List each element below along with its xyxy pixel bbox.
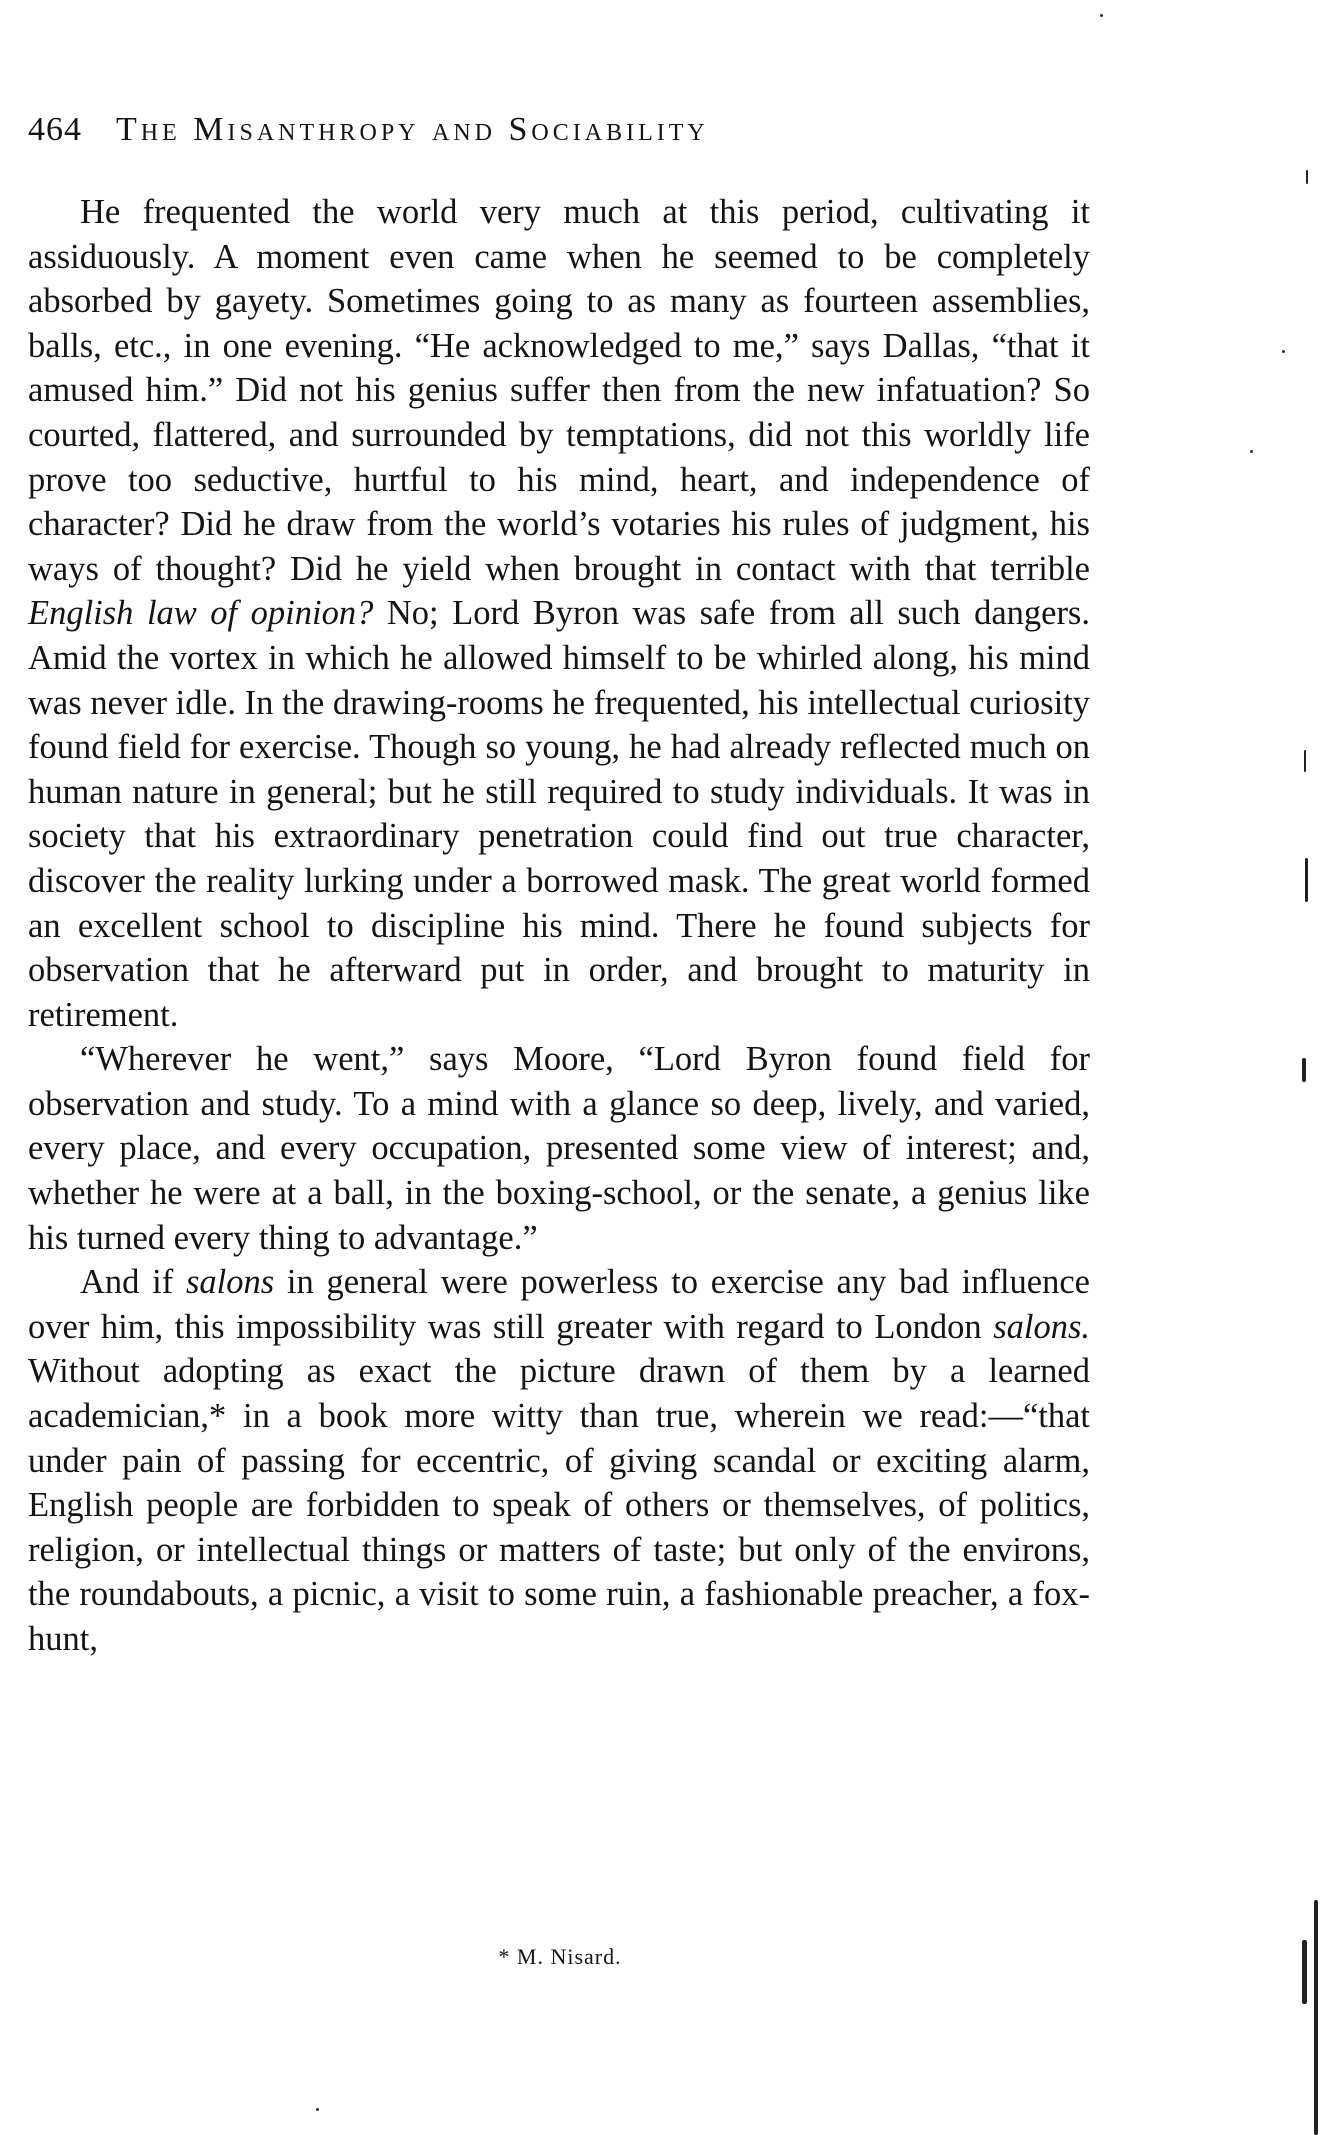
text-segment: Without adopting as exact the picture drawn of them by a learned academician,* in a book more witty than true, wherein we read:—“that under pain of passing for eccentric, of giving scandal or exciting alarm, English people are forbidden to speak of others or themselves, of politics, religion, or intellectual things or matters of taste; but only of the environs, the roundabouts, a picnic, a visit to some ruin, a fashionable preacher, a fox-hunt, <box>28 1352 1090 1658</box>
text-segment: in general were powerless to exercise any bad influence over him, this impossibility was still greater with regard to London <box>28 1263 1090 1346</box>
paragraph-2 <box>28 1037 1090 1260</box>
text-segment: He frequented the world very much at this period, cultivating it assiduously. A moment even came when he seemed to be completely absorbed by gayety. Sometimes going to as many as fourteen assemblies, balls, etc., in one evening. “He acknowledged to me,” says Dallas, “that it amused him.” Did not his genius suffer then from the new infatuation? So courted, flattered, and surrounded by temptations, did not this worldly life prove too seductive, hurtful to his mind, heart, and independence of character? Did he draw from the world’s votaries his rules of judgment, his ways of thought? Did he yield when brought in contact with that terrible <box>28 193 1090 588</box>
margin-scan-mark <box>1304 750 1306 772</box>
margin-scan-mark <box>1302 1058 1306 1082</box>
page-number: 464 <box>28 111 82 148</box>
running-head <box>28 108 1108 152</box>
scan-dot <box>1282 350 1285 353</box>
paragraph-1 <box>28 190 1090 1037</box>
body-text <box>28 190 1090 1662</box>
italic-phrase: English law of opinion? <box>28 594 374 633</box>
margin-scan-mark <box>1314 1900 1318 2135</box>
text-segment: “Wherever he went,” says Moore, “Lord Byron found field for observation and study. To a mind with a glance so deep, lively, and varied, every place, and every occupation, presented some view of interest; and, whether he were at a ball, in the boxing-school, or the senate, a genius like his turned every thing to advantage.” <box>28 1040 1090 1257</box>
footnote: * M. Nisard. <box>498 1944 622 1969</box>
running-title: The Misanthropy and Sociability <box>116 111 709 148</box>
scan-dot <box>316 2108 319 2111</box>
italic-word: salons. <box>993 1307 1090 1346</box>
margin-scan-mark <box>1302 1940 1307 2004</box>
paragraph-3 <box>28 1260 1090 1661</box>
scan-dot <box>1100 14 1103 17</box>
text-segment: No; Lord Byron was safe from all such dangers. Amid the vortex in which he allowed himself to be whirled along, his mind was never idle. In the drawing-rooms he frequented, his intellectual curiosity found field for exercise. Though so young, he had already reflected much on human nature in general; but he still required to study individuals. It was in society that his extraordinary penetration could find out true character, discover the reality lurking under a borrowed mask. The great world formed an excellent school to discipline his mind. There he found subjects for observation that he afterward put in order, and brought to maturity in retirement. <box>28 594 1090 1034</box>
text-segment: And if <box>80 1263 186 1302</box>
margin-scan-mark <box>1306 170 1308 184</box>
scan-dot <box>1250 450 1253 453</box>
margin-scan-mark <box>1305 858 1308 902</box>
italic-word: salons <box>185 1263 275 1302</box>
